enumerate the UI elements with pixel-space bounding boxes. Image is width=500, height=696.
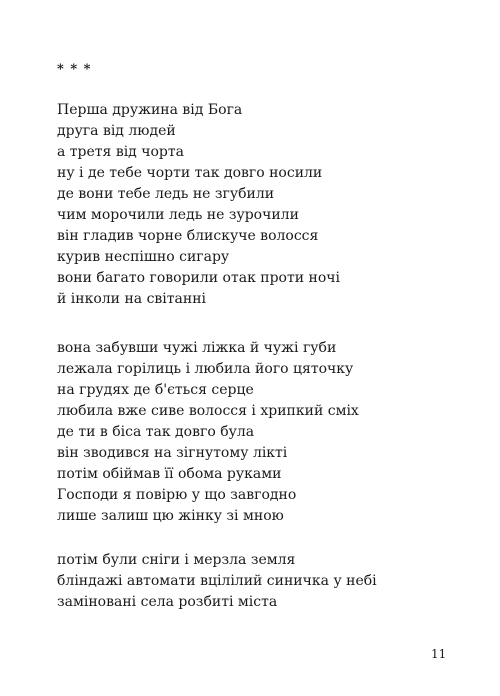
- stanza-1: [57, 100, 340, 310]
- poem-line: ну і де тебе чорти так довго носили: [57, 165, 323, 181]
- poem-line: Господи я повірю у що завгодно: [57, 487, 297, 503]
- stanza-2: [57, 338, 359, 527]
- poem-line: а третя від чорта: [57, 144, 184, 160]
- poem-line: й інколи на світанні: [57, 291, 207, 307]
- poem-line: лише залиш цю жінку зі мною: [57, 508, 284, 524]
- stanza-3: [57, 550, 377, 613]
- poem-line: вона забувши чужі ліжка й чужі губи: [57, 340, 337, 356]
- poem-line: Перша дружина від Бога: [57, 102, 243, 118]
- poem-line: на грудях де б'ється серце: [57, 382, 254, 398]
- poem-line: бліндажі автомати вцілілий синичка у небі: [57, 573, 377, 589]
- poem-line: де ти в біса так довго була: [57, 424, 255, 440]
- poem-line: потім були сніги і мерзла земля: [57, 552, 296, 568]
- poem-line: курив неспішно сигару: [57, 249, 230, 265]
- poem-line: він гладив чорне блискуче волосся: [57, 228, 319, 244]
- poem-line: лежала горілиць і любила його цяточку: [57, 361, 354, 377]
- poem-line: він зводився на зігнутому лікті: [57, 445, 288, 461]
- poem-line: де вони тебе ледь не згубили: [57, 186, 275, 202]
- poem-line: любила вже сиве волосся і хрипкий сміх: [57, 403, 359, 419]
- poem-line: заміновані села розбиті міста: [57, 594, 278, 610]
- section-ornament: * * *: [57, 62, 92, 77]
- poem-line: друга від людей: [57, 123, 176, 139]
- poem-line: потім обіймав її обома руками: [57, 466, 282, 482]
- poem-line: чим морочили ледь не зурочили: [57, 207, 299, 223]
- poem-line: вони багато говорили отак проти ночі: [57, 270, 341, 286]
- page-number: 11: [431, 647, 447, 661]
